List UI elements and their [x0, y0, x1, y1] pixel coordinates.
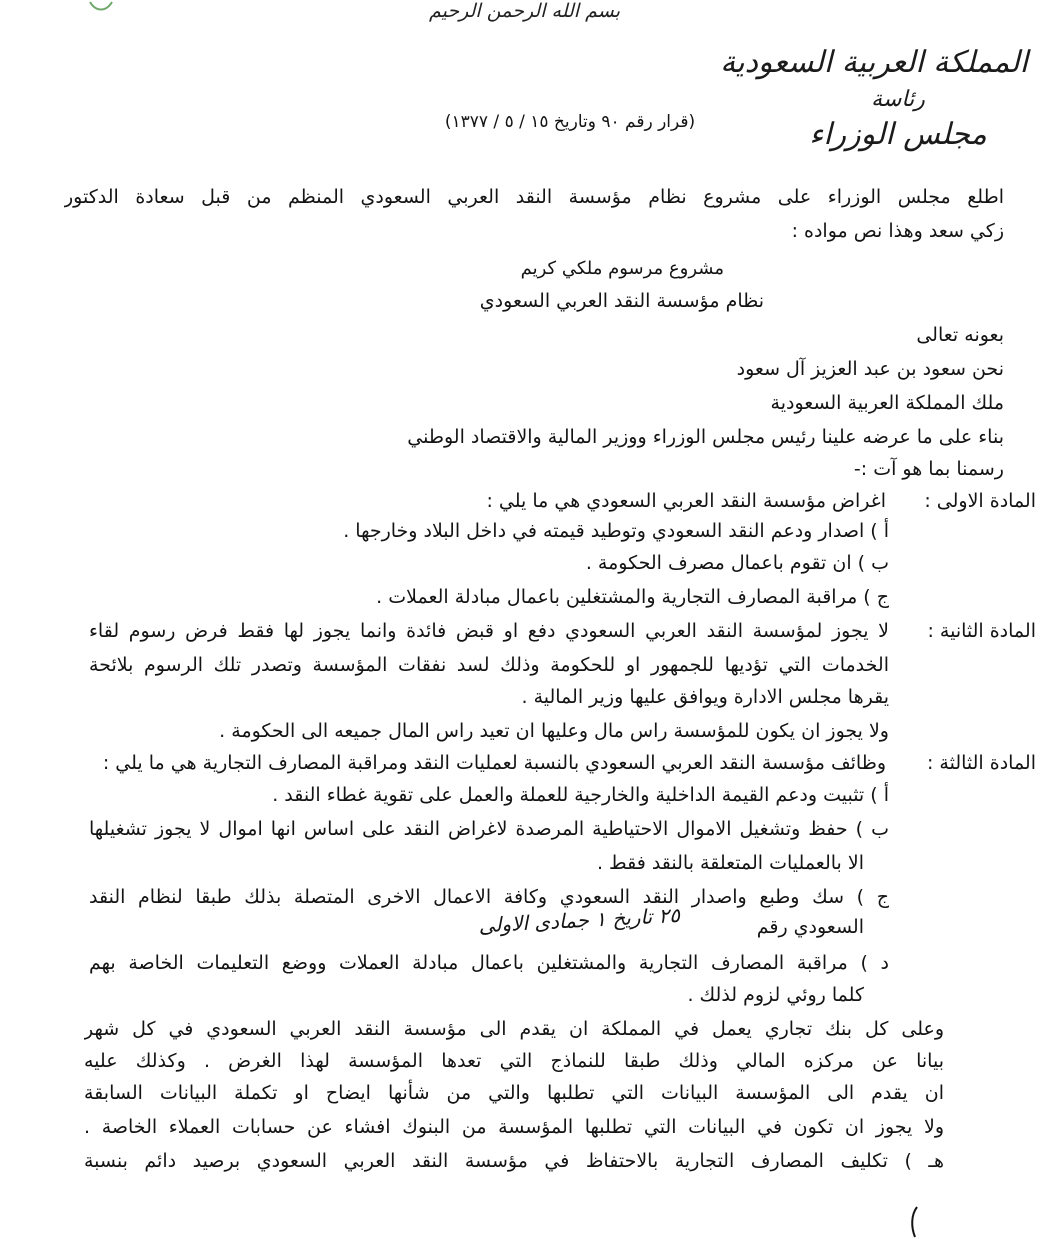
article-3-item-b-line-2: الا بالعمليات المتعلقة بالنقد فقط . [596, 852, 864, 874]
preamble-king: نحن سعود بن عبد العزيز آل سعود [736, 358, 1004, 380]
banks-line-1: وعلى كل بنك تجاري يعمل في المملكة ان يقدم الى مؤسسة النقد العربي السعودي في كل شهر [84, 1018, 944, 1040]
banks-line-3: ان يقدم الى المؤسسة البيانات التي تطلبها والتي من شأنها ايضاح او تكملة البيانات السابقة [84, 1082, 944, 1104]
letterhead-presidency: رئاسة [871, 87, 925, 112]
article-3-item-c-line-1: ج ) سك وطبع واصدار النقد السعودي وكافة الاعمال الاخرى المتصلة بذلك طبقا لنظام النقد [89, 886, 889, 908]
banks-line-4: ولا يجوز ان تكون في البيانات التي تطلبها المؤسسة من البنوك افشاء عن حسابات العملاء الخاصة . [84, 1116, 944, 1138]
basmala-header: بسم الله الرحمن الرحيم [429, 0, 620, 22]
preamble-decreed: رسمنا بما هو آت :- [853, 458, 1004, 480]
preamble-basis: بناء على ما عرضه علينا رئيس مجلس الوزراء ووزير المالية والاقتصاد الوطني [407, 426, 1004, 448]
article-1-text: اغراض مؤسسة النقد العربي السعودي هي ما يلي : [486, 490, 886, 512]
letterhead [720, 42, 1028, 154]
system-title: نظام مؤسسة النقد العربي السعودي [479, 290, 764, 312]
article-3-item-d-line-1: د ) مراقبة المصارف التجارية والمشتغلين باعمال مبادلة العملات ووضع التعليمات الخاصة بهم [89, 952, 889, 974]
page-continuation-mark-icon [905, 1205, 925, 1239]
article-2-line-2: الخدمات التي تؤديها للجمهور او للحكومة وذلك لسد نفقات المؤسسة وتصدر تلك الرسوم بلائحة [89, 654, 889, 676]
banks-item-h: هـ ) تكليف المصارف التجارية بالاحتفاظ في مؤسسة النقد العربي السعودي برصيد دائم بنسبة [84, 1150, 944, 1172]
article-2-line-3: يقرها مجلس الادارة ويوافق عليها وزير المالية . [521, 686, 889, 708]
article-1-item-c: ج ) مراقبة المصارف التجارية والمشتغلين باعمال مبادلة العملات . [376, 586, 889, 608]
preamble-title: ملك المملكة العربية السعودية [770, 392, 1004, 414]
article-3-item-c-line-2: السعودي رقم [756, 916, 864, 938]
article-1-label: المادة الاولى : [924, 490, 1036, 512]
article-3-item-b-line-1: ب ) حفظ وتشغيل الاموال الاحتياطية المرصدة لاغراض النقد على اساس انها اموال لا يجوز تشغيلها [89, 818, 889, 840]
intro-line-1: اطلع مجلس الوزراء على مشروع نظام مؤسسة النقد العربي السعودي المنظم من قبل سعادة الدكتور [64, 186, 1004, 208]
preamble-help: بعونه تعالى [916, 324, 1004, 346]
banks-line-2: بيانا عن مركزه المالي وذلك طبقا للنماذج التي تعدها المؤسسة لهذا الغرض . وكذلك عليه [84, 1050, 944, 1072]
decision-reference: (قرار رقم ٩٠ وتاريخ ١٥ / ٥ / ١٣٧٧) [444, 112, 696, 132]
article-1-item-b: ب ) ان تقوم باعمال مصرف الحكومة . [585, 552, 889, 574]
article-2-line-1: لا يجوز لمؤسسة النقد العربي السعودي دفع او قبض فائدة وانما يجوز لها فقط فرض رسوم لقاء [89, 620, 889, 642]
article-3-item-d-line-2: كلما روئي لزوم لذلك . [687, 984, 864, 1006]
article-2-line-4: ولا يجوز ان يكون للمؤسسة راس مال وعليها ان تعيد راس المال جميعه الى الحكومة . [219, 720, 889, 742]
handwritten-annotation: ٢٥ تاريخ ١ جمادى الاولى [478, 902, 681, 938]
letterhead-council: مجلس الوزراء [809, 117, 987, 152]
article-3-text: وظائف مؤسسة النقد العربي السعودي بالنسبة لعمليات النقد ومراقبة المصارف التجارية هي ما يلي : [102, 752, 886, 774]
leaf-mark-icon [88, 0, 114, 14]
decree-title: مشروع مرسوم ملكي كريم [520, 258, 724, 279]
article-1-item-a: أ ) اصدار ودعم النقد السعودي وتوطيد قيمته في داخل البلاد وخارجها . [343, 520, 889, 542]
intro-line-2: زكي سعد وهذا نص مواده : [791, 220, 1004, 242]
letterhead-kingdom: المملكة العربية السعودية [720, 45, 1028, 80]
article-3-label: المادة الثالثة : [926, 752, 1036, 774]
article-2-label: المادة الثانية : [927, 620, 1036, 642]
article-3-item-a: أ ) تثبيت ودعم القيمة الداخلية والخارجية للعملة والعمل على تقوية غطاء النقد . [272, 784, 889, 806]
